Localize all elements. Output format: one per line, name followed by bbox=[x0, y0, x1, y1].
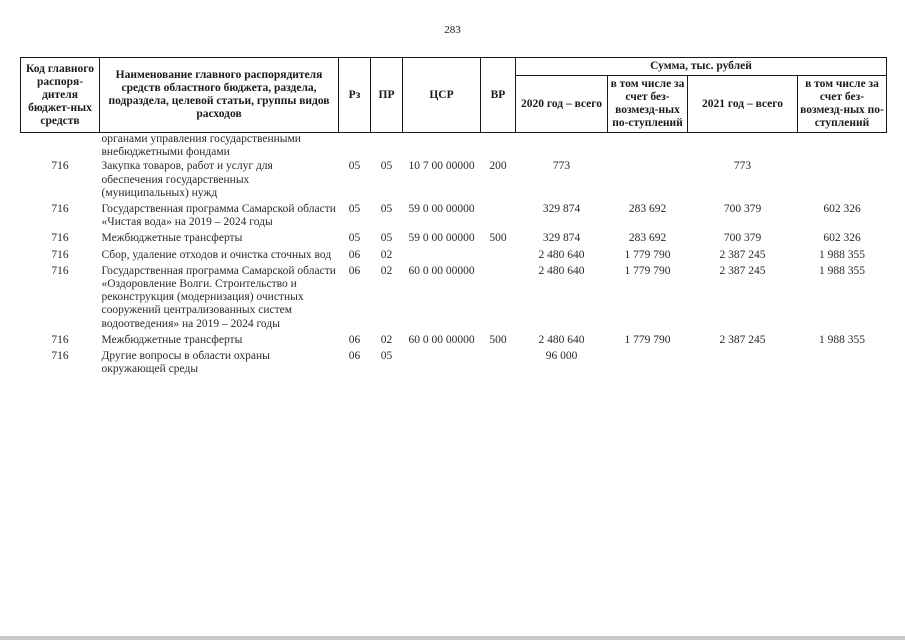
row-2021-total: 773 bbox=[733, 160, 752, 173]
row-vr: 500 bbox=[489, 333, 507, 346]
row-2021-free bbox=[798, 159, 887, 200]
row-2021-total bbox=[688, 133, 798, 160]
row-2020-free: 283 692 bbox=[628, 203, 667, 216]
row-2021-free: 602 326 bbox=[823, 232, 861, 245]
header-rz: Рз bbox=[339, 58, 371, 133]
header-name: Наименование главного распорядителя средств областного бюджета, раздела, подраздела, целевой статьи, группы видов расходов bbox=[100, 58, 339, 133]
row-2021-total: 2 387 245 bbox=[719, 333, 766, 346]
row-name: Межбюджетные трансферты bbox=[101, 232, 243, 245]
row-csr: 10 7 00 00000 bbox=[408, 160, 475, 173]
header-csr: ЦСР bbox=[403, 58, 481, 133]
header-code: Код главного распоря-дителя бюджет-ных средств bbox=[21, 58, 100, 133]
header-2020-total: 2020 год – всего bbox=[516, 76, 608, 133]
row-2020-free: 1 779 790 bbox=[624, 333, 671, 346]
row-csr: 60 0 00 00000 bbox=[408, 264, 475, 277]
row-csr bbox=[403, 347, 481, 376]
row-csr bbox=[403, 133, 481, 160]
row-2021-total: 2 387 245 bbox=[719, 248, 766, 261]
row-pr: 02 bbox=[380, 264, 393, 277]
row-2021-free: 1 988 355 bbox=[819, 333, 865, 346]
row-name: Государственная программа Самарской области «Оздоровление Волги. Строительство и реконструкция (модернизация) очистных сооружений централизованных систем водоотведения» на 2019 – 2024 годы bbox=[101, 264, 336, 330]
row-rz: 06 bbox=[348, 264, 361, 277]
row-code bbox=[21, 133, 100, 160]
row-2020-total: 2 480 640 bbox=[538, 264, 585, 277]
table-header bbox=[21, 58, 887, 133]
row-code: 716 bbox=[51, 264, 69, 277]
row-rz: 05 bbox=[348, 160, 361, 173]
row-name: Межбюджетные трансферты bbox=[101, 333, 243, 346]
row-2020-free: 1 779 790 bbox=[624, 248, 671, 261]
row-pr: 02 bbox=[380, 248, 393, 261]
row-rz: 05 bbox=[348, 232, 361, 245]
row-name: Государственная программа Самарской области «Чистая вода» на 2019 – 2024 годы bbox=[101, 203, 336, 229]
row-name: Закупка товаров, работ и услуг для обеспечения государственных (муниципальных) нужд bbox=[101, 160, 273, 199]
row-vr bbox=[481, 246, 516, 262]
row-2020-free bbox=[608, 347, 688, 376]
row-rz: 06 bbox=[348, 333, 361, 346]
row-pr: 05 bbox=[380, 350, 393, 363]
table-row bbox=[21, 159, 887, 200]
row-2020-total: 2 480 640 bbox=[538, 333, 585, 346]
row-rz bbox=[339, 133, 371, 160]
row-vr: 200 bbox=[489, 160, 507, 173]
header-pr: ПР bbox=[371, 58, 403, 133]
table-body bbox=[21, 133, 887, 377]
row-2020-total: 2 480 640 bbox=[538, 248, 585, 261]
header-2021-free: в том числе за счет без-возмезд-ных по-ступлений bbox=[798, 76, 887, 133]
row-code: 716 bbox=[51, 203, 69, 216]
header-vr: ВР bbox=[481, 58, 516, 133]
table-row bbox=[21, 347, 887, 376]
row-vr bbox=[481, 133, 516, 160]
row-2021-free: 602 326 bbox=[823, 203, 861, 216]
row-vr bbox=[481, 347, 516, 376]
row-2020-total: 773 bbox=[552, 160, 571, 173]
row-rz: 06 bbox=[348, 350, 361, 363]
row-2020-total: 329 874 bbox=[542, 203, 581, 216]
row-csr bbox=[403, 246, 481, 262]
table-row bbox=[21, 200, 887, 229]
row-pr: 05 bbox=[380, 203, 393, 216]
row-code: 716 bbox=[51, 350, 69, 363]
page-number: 283 bbox=[444, 24, 461, 36]
row-pr: 05 bbox=[380, 160, 393, 173]
row-code: 716 bbox=[51, 232, 69, 245]
row-vr bbox=[481, 262, 516, 331]
table-row bbox=[21, 246, 887, 262]
row-csr: 60 0 00 00000 bbox=[408, 333, 475, 346]
row-2021-free: 1 988 355 bbox=[819, 248, 865, 261]
table-row bbox=[21, 262, 887, 331]
row-2020-total: 96 000 bbox=[545, 350, 578, 363]
row-csr: 59 0 00 00000 bbox=[408, 203, 475, 216]
row-name: Другие вопросы в области охраны окружающей среды bbox=[101, 350, 270, 376]
row-2020-total bbox=[516, 133, 608, 160]
row-name: органами управления государственными внебюджетными фондами bbox=[101, 133, 301, 159]
header-2020-free: в том числе за счет без-возмезд-ных по-ступлений bbox=[608, 76, 688, 133]
row-code: 716 bbox=[51, 333, 69, 346]
row-code: 716 bbox=[51, 248, 69, 261]
row-2020-total: 329 874 bbox=[542, 232, 581, 245]
row-2020-free: 283 692 bbox=[628, 232, 667, 245]
table-row bbox=[21, 133, 887, 160]
row-rz: 05 bbox=[348, 203, 361, 216]
table-row bbox=[21, 331, 887, 347]
scan-edge bbox=[0, 636, 905, 640]
row-2021-free bbox=[798, 347, 887, 376]
row-code: 716 bbox=[51, 160, 69, 173]
row-name: Сбор, удаление отходов и очистка сточных вод bbox=[101, 248, 332, 261]
row-2021-free bbox=[798, 133, 887, 160]
row-2021-free: 1 988 355 bbox=[819, 264, 865, 277]
row-pr: 05 bbox=[380, 232, 393, 245]
row-rz: 06 bbox=[348, 248, 361, 261]
row-2021-total bbox=[688, 347, 798, 376]
row-2021-total: 700 379 bbox=[723, 232, 762, 245]
row-2020-free: 1 779 790 bbox=[624, 264, 671, 277]
row-2020-free bbox=[608, 159, 688, 200]
row-2020-free bbox=[608, 133, 688, 160]
header-sum: Сумма, тыс. рублей bbox=[516, 58, 887, 76]
row-vr bbox=[481, 200, 516, 229]
row-vr: 500 bbox=[489, 232, 507, 245]
row-pr: 02 bbox=[380, 333, 393, 346]
row-2021-total: 700 379 bbox=[723, 203, 762, 216]
row-2021-total: 2 387 245 bbox=[719, 264, 766, 277]
table-row bbox=[21, 229, 887, 245]
row-pr bbox=[371, 133, 403, 160]
budget-table bbox=[20, 57, 887, 376]
header-2021-total: 2021 год – всего bbox=[688, 76, 798, 133]
row-csr: 59 0 00 00000 bbox=[408, 232, 475, 245]
